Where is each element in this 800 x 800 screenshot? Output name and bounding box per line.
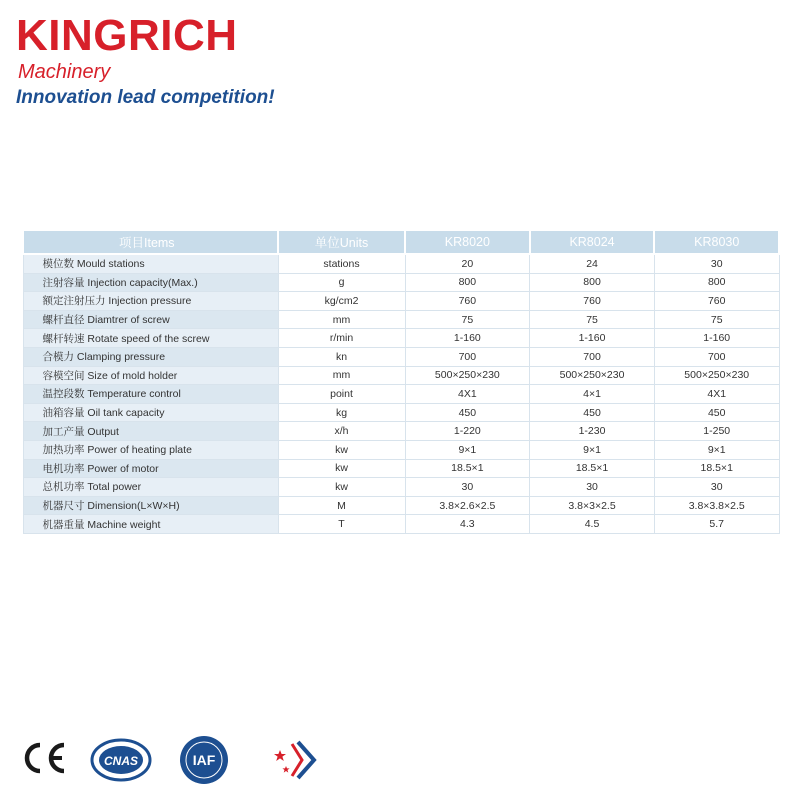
- table-row: [23, 310, 779, 329]
- row-value-model-3: 4X1: [654, 385, 779, 404]
- row-item-label: 加工产量 Output: [23, 422, 278, 441]
- row-value-model-1: 20: [405, 254, 530, 273]
- row-value-model-2: 760: [530, 292, 655, 311]
- row-unit: mm: [278, 366, 405, 385]
- brand-header: [16, 11, 275, 110]
- header-model-3: KR8030: [654, 230, 779, 254]
- table-row: [23, 496, 779, 515]
- row-value-model-3: 500×250×230: [654, 366, 779, 385]
- table-row: [23, 515, 779, 534]
- row-value-model-1: 700: [405, 347, 530, 366]
- row-unit: stations: [278, 254, 405, 273]
- row-item-label: 油箱容量 Oil tank capacity: [23, 403, 278, 422]
- row-unit: kn: [278, 347, 405, 366]
- row-item-label: 容模空间 Size of mold holder: [23, 366, 278, 385]
- row-unit: x/h: [278, 422, 405, 441]
- row-unit: kg: [278, 403, 405, 422]
- row-value-model-1: 9×1: [405, 440, 530, 459]
- row-value-model-3: 1-250: [654, 422, 779, 441]
- row-value-model-2: 75: [530, 310, 655, 329]
- row-value-model-3: 18.5×1: [654, 459, 779, 478]
- row-value-model-2: 800: [530, 273, 655, 292]
- brand-name: KINGRICH: [16, 11, 238, 60]
- row-item-label: 螺杆转速 Rotate speed of the screw: [23, 329, 278, 348]
- row-item-label: 加热功率 Power of heating plate: [23, 440, 278, 459]
- row-value-model-2: 4×1: [530, 385, 655, 404]
- row-value-model-1: 3.8×2.6×2.5: [405, 496, 530, 515]
- row-value-model-2: 500×250×230: [530, 366, 655, 385]
- row-value-model-3: 30: [654, 478, 779, 497]
- row-unit: kg/cm2: [278, 292, 405, 311]
- row-unit: T: [278, 515, 405, 534]
- row-item-label: 温控段数 Temperature control: [23, 385, 278, 404]
- table-row: [23, 273, 779, 292]
- table-row: [23, 254, 779, 273]
- row-value-model-1: 800: [405, 273, 530, 292]
- table-row: [23, 347, 779, 366]
- row-value-model-2: 1-160: [530, 329, 655, 348]
- row-value-model-3: 1-160: [654, 329, 779, 348]
- row-value-model-3: 450: [654, 403, 779, 422]
- table-row: [23, 292, 779, 311]
- row-value-model-3: 30: [654, 254, 779, 273]
- row-item-label: 注射容量 Injection capacity(Max.): [23, 273, 278, 292]
- header-items: 项目Items: [23, 230, 278, 254]
- row-value-model-3: 800: [654, 273, 779, 292]
- row-unit: M: [278, 496, 405, 515]
- ce-mark-icon: [20, 740, 68, 776]
- header-model-2: KR8024: [530, 230, 655, 254]
- row-item-label: 螺杆直径 Diamtrer of screw: [23, 310, 278, 329]
- row-value-model-2: 3.8×3×2.5: [530, 496, 655, 515]
- row-item-label: 合模力 Clamping pressure: [23, 347, 278, 366]
- row-value-model-1: 18.5×1: [405, 459, 530, 478]
- row-value-model-2: 30: [530, 478, 655, 497]
- row-value-model-3: 700: [654, 347, 779, 366]
- row-value-model-1: 500×250×230: [405, 366, 530, 385]
- row-value-model-1: 75: [405, 310, 530, 329]
- row-value-model-3: 75: [654, 310, 779, 329]
- row-value-model-3: 3.8×3.8×2.5: [654, 496, 779, 515]
- row-value-model-2: 18.5×1: [530, 459, 655, 478]
- cnas-label: CNAS: [103, 754, 139, 768]
- table-row: [23, 478, 779, 497]
- row-unit: mm: [278, 310, 405, 329]
- row-item-label: 模位数 Mould stations: [23, 254, 278, 273]
- header-model-1: KR8020: [405, 230, 530, 254]
- row-unit: point: [278, 385, 405, 404]
- iaf-logo-icon: [178, 734, 230, 786]
- row-item-label: 额定注射压力 Injection pressure: [23, 292, 278, 311]
- row-unit: g: [278, 273, 405, 292]
- iaf-label: IAF: [192, 752, 216, 768]
- certification-mark-icon: [268, 736, 326, 784]
- row-value-model-2: 9×1: [530, 440, 655, 459]
- row-value-model-1: 760: [405, 292, 530, 311]
- row-value-model-1: 30: [405, 478, 530, 497]
- row-value-model-1: 1-160: [405, 329, 530, 348]
- row-value-model-1: 4X1: [405, 385, 530, 404]
- table-header-row: [23, 230, 779, 254]
- table-row: [23, 403, 779, 422]
- row-value-model-3: 5.7: [654, 515, 779, 534]
- brand-slogan: Innovation lead competition!: [16, 87, 275, 108]
- table-row: [23, 329, 779, 348]
- cnas-logo-icon: [90, 736, 152, 784]
- table-body: [23, 254, 779, 533]
- row-unit: r/min: [278, 329, 405, 348]
- row-value-model-1: 450: [405, 403, 530, 422]
- row-value-model-2: 450: [530, 403, 655, 422]
- brand-subtitle: Machinery: [18, 61, 111, 83]
- row-value-model-2: 700: [530, 347, 655, 366]
- row-unit: kw: [278, 440, 405, 459]
- row-value-model-1: 1-220: [405, 422, 530, 441]
- spec-table: [22, 229, 780, 534]
- row-item-label: 总机功率 Total power: [23, 478, 278, 497]
- row-unit: kw: [278, 459, 405, 478]
- header-units: 单位Units: [278, 230, 405, 254]
- table-row: [23, 385, 779, 404]
- row-item-label: 机器尺寸 Dimension(L×W×H): [23, 496, 278, 515]
- row-unit: kw: [278, 478, 405, 497]
- row-value-model-1: 4.3: [405, 515, 530, 534]
- table-row: [23, 422, 779, 441]
- row-value-model-3: 9×1: [654, 440, 779, 459]
- row-item-label: 电机功率 Power of motor: [23, 459, 278, 478]
- table-row: [23, 440, 779, 459]
- row-value-model-3: 760: [654, 292, 779, 311]
- row-value-model-2: 1-230: [530, 422, 655, 441]
- row-item-label: 机器重量 Machine weight: [23, 515, 278, 534]
- row-value-model-2: 4.5: [530, 515, 655, 534]
- row-value-model-2: 24: [530, 254, 655, 273]
- table-row: [23, 459, 779, 478]
- table-row: [23, 366, 779, 385]
